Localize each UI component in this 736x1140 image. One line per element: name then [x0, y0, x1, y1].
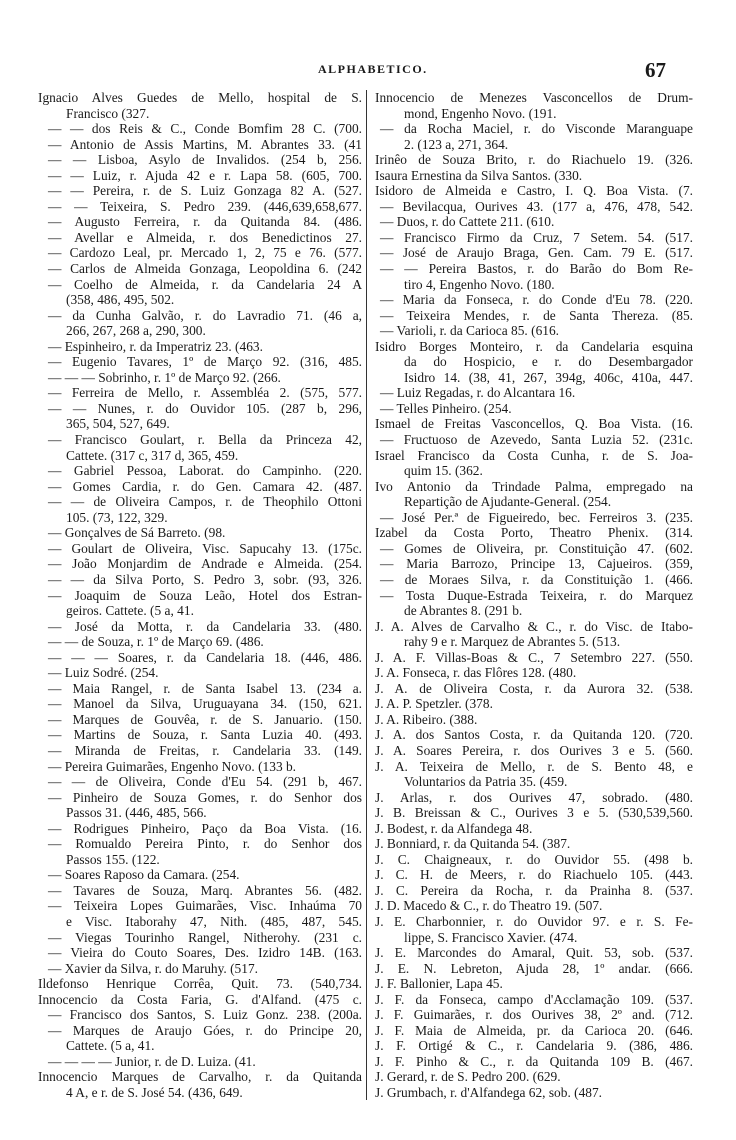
directory-entry-line: Isidro Borges Monteiro, r. da Candelaria esquina: [375, 338, 693, 354]
directory-entry-line: — — — — Junior, r. de D. Luiza. (41.: [48, 1053, 256, 1069]
directory-entry-line: — Telles Pinheiro. (254.: [380, 400, 512, 416]
directory-entry-line: — Gabriel Pessoa, Laborat. do Campinho. (220.: [48, 463, 362, 479]
directory-entry-line: — — de Oliveira Campos, r. de Theophilo Ottoni: [48, 494, 362, 510]
directory-entry-line: — — — Sobrinho, r. 1º de Março 92. (266.: [48, 369, 281, 385]
directory-entry-line: — Teixeira Lopes Guimarães, Visc. Inhaúma 70: [48, 898, 362, 914]
directory-entry-line: Innocencio de Menezes Vasconcellos de Drum-: [375, 90, 693, 105]
directory-entry-line: J. A. de Oliveira Costa, r. da Aurora 32. (538.: [375, 680, 693, 696]
directory-entry-line: — Pereira Guimarães, Engenho Novo. (133 b.: [48, 758, 297, 774]
directory-entry-line: J. A. P. Spetzler. (378.: [375, 696, 493, 712]
entry-continuation-line: de Abrantes 8. (291 b.: [404, 603, 523, 619]
directory-entry-line: — — — Soares, r. da Candelaria 18. (446, 486.: [48, 649, 362, 665]
directory-entry-line: — Miranda de Freitas, r. Candelaria 33. (149.: [48, 742, 362, 758]
directory-entry-line: — Eugenio Tavares, 1º de Março 92. (316, 485.: [48, 354, 362, 370]
directory-column-left: [0, 90, 364, 1101]
directory-entry-line: — Avellar e Almeida, r. dos Benedictinos 27.: [48, 229, 362, 245]
directory-entry-line: — Tosta Duque-Estrada Teixeira, r. do Marquez: [380, 587, 693, 603]
directory-entry-line: — Francisco dos Santos, S. Luiz Gonz. 238. (200a.: [48, 1007, 362, 1023]
directory-entry-line: — da Rocha Maciel, r. do Visconde Maranguape: [380, 121, 693, 137]
directory-entry-line: Ivo Antonio da Trindade Palma, empregado na: [375, 478, 693, 494]
directory-entry-line: — João Monjardim de Andrade e Almeida. (254.: [48, 556, 362, 572]
directory-entry-line: — Coelho de Almeida, r. da Candelaria 24 A: [48, 276, 362, 292]
directory-entry-line: — Rodrigues Pinheiro, Paço da Boa Vista. (16.: [48, 820, 362, 836]
directory-entry-line: — Teixeira Mendes, r. de Santa Thereza. (85.: [380, 307, 693, 323]
directory-entry-line: J. F. Ortigé & C., r. Candelaria 9. (386, 486.: [375, 1038, 693, 1054]
directory-entry-line: Isidoro de Almeida e Castro, I. Q. Boa Vista. (7.: [375, 183, 693, 199]
directory-entry-line: — Carlos de Almeida Gonzaga, Leopoldina 6. (242: [48, 261, 362, 277]
directory-entry-line: Isaura Ernestina da Silva Santos. (330.: [375, 167, 583, 183]
directory-entry-line: — — Nunes, r. do Ouvidor 105. (287 b, 296,: [48, 400, 362, 416]
entry-continuation-line: Isidro 14. (38, 41, 267, 394g, 406c, 410a, 447.: [404, 369, 693, 385]
entry-continuation-line: Passos 155. (122.: [66, 851, 160, 867]
entry-continuation-line: Francisco (327.: [66, 105, 150, 121]
directory-entry-line: — Maia Rangel, r. de Santa Isabel 13. (234 a.: [48, 680, 362, 696]
column-divider: [366, 90, 367, 1100]
directory-entry-line: J. A. Soares Pereira, r. dos Ourives 3 e 5. (560.: [375, 742, 693, 758]
entry-continuation-line: Cattete. (5 a, 41.: [66, 1038, 155, 1054]
entry-continuation-line: 266, 267, 268 a, 290, 300.: [66, 323, 206, 339]
running-title: ALPHABETICO.: [318, 62, 428, 76]
directory-entry-line: J. Grumbach, r. d'Alfandega 62, sob. (487.: [375, 1085, 603, 1100]
directory-entry-line: J. F. Guimarães, r. dos Ourives 38, 2º and. (712.: [375, 1007, 693, 1023]
directory-entry-line: J. A. Alves de Carvalho & C., r. do Visc. de Itabo-: [375, 618, 693, 634]
entry-continuation-line: da do Hospicio, e r. do Desembargador: [404, 354, 693, 370]
directory-entry-line: — José Per.ª de Figueiredo, bec. Ferreiros 3. (235.: [380, 509, 693, 525]
directory-entry-line: — Cardozo Leal, pr. Mercado 1, 2, 75 e 76. (577.: [48, 245, 362, 261]
directory-entry-line: — Gomes de Oliveira, pr. Constituição 47. (602.: [380, 540, 693, 556]
entry-continuation-line: quim 15. (362.: [404, 463, 483, 479]
directory-entry-line: J. A. Ribeiro. (388.: [375, 711, 478, 727]
entry-continuation-line: Cattete. (317 c, 317 d, 365, 459.: [66, 447, 239, 463]
directory-entry-line: J. C. Pereira da Rocha, r. da Prainha 8. (537.: [375, 882, 693, 898]
entry-continuation-line: 105. (73, 122, 329.: [66, 509, 168, 525]
directory-entry-line: J. Bodest, r. da Alfandega 48.: [375, 820, 533, 836]
directory-entry-line: — Manoel da Silva, Uruguayana 34. (150, 621.: [48, 696, 362, 712]
entry-continuation-line: geiros. Cattete. (5 a, 41.: [66, 603, 194, 619]
directory-entry-line: — Duos, r. do Cattete 211. (610.: [380, 214, 555, 230]
directory-entry-line: — Tavares de Souza, Marq. Abrantes 56. (482.: [48, 882, 362, 898]
directory-entry-line: J. F. Ballonier, Lapa 45.: [375, 976, 503, 992]
directory-entry-line: — Maria Barrozo, Principe 13, Cajueiros. (359,: [380, 556, 693, 572]
directory-entry-line: — da Cunha Galvão, r. do Lavradio 71. (46 a,: [48, 307, 362, 323]
entry-continuation-line: 2. (123 a, 271, 364.: [404, 136, 509, 152]
directory-entry-line: — Varioli, r. da Carioca 85. (616.: [380, 323, 559, 339]
directory-entry-line: Ignacio Alves Guedes de Mello, hospital de S.: [38, 90, 362, 105]
directory-entry-line: — Soares Raposo da Camara. (254.: [48, 867, 240, 883]
directory-entry-line: — Luiz Sodré. (254.: [48, 665, 159, 681]
directory-entry-line: J. F. Pinho & C., r. da Quitanda 109 B. (467.: [375, 1053, 693, 1069]
directory-entry-line: — Ferreira de Mello, r. Assembléa 2. (575, 577.: [48, 385, 362, 401]
directory-entry-line: — Pinheiro de Souza Gomes, r. do Senhor dos: [48, 789, 362, 805]
directory-entry-line: — — Luiz, r. Ajuda 42 e r. Lapa 58. (605, 700.: [48, 167, 362, 183]
directory-entry-line: — — Lisboa, Asylo de Invalidos. (254 b, 256.: [48, 152, 362, 168]
directory-entry-line: — de Moraes Silva, r. da Constituição 1. (466.: [380, 571, 693, 587]
directory-entry-line: — Luiz Regadas, r. do Alcantara 16.: [380, 385, 576, 401]
entry-continuation-line: Voluntarios da Patria 35. (459.: [404, 774, 568, 790]
directory-entry-line: J. A. dos Santos Costa, r. da Quitanda 120. (720.: [375, 727, 693, 743]
directory-entry-line: — Maria da Fonseca, r. do Conde d'Eu 78. (220.: [380, 292, 693, 308]
directory-entry-line: — — Pereira Bastos, r. do Barão do Bom Re-: [380, 261, 693, 277]
directory-entry-line: — Marques de Araujo Góes, r. do Principe 20,: [48, 1022, 362, 1038]
directory-entry-line: Israel Francisco da Costa Cunha, r. de S. Joa-: [375, 447, 693, 463]
directory-entry-line: — — Teixeira, S. Pedro 239. (446,639,658,677.: [48, 198, 362, 214]
page-number: 67: [645, 58, 666, 82]
directory-entry-line: Innocencio Marques de Carvalho, r. da Quitanda: [38, 1069, 362, 1085]
directory-entry-line: J. B. Breissan & C., Ourives 3 e 5. (530,539,560.: [375, 805, 693, 821]
entry-continuation-line: 4 A, e r. de S. José 54. (436, 649.: [66, 1085, 243, 1100]
directory-entry-line: — Gonçalves de Sá Barreto. (98.: [48, 525, 226, 541]
directory-entry-line: J. C. Chaigneaux, r. do Ouvidor 55. (498 b.: [375, 851, 693, 867]
directory-entry-line: J. F. Maia de Almeida, pr. da Carioca 20. (646.: [375, 1022, 693, 1038]
directory-entry-line: J. F. da Fonseca, campo d'Acclamação 109. (537.: [375, 991, 693, 1007]
directory-entry-line: — José de Araujo Braga, Gen. Cam. 79 E. (517.: [380, 245, 693, 261]
directory-entry-line: Ildefonso Henrique Corrêa, Quit. 73. (540,734.: [38, 976, 362, 992]
directory-entry-line: — Goulart de Oliveira, Visc. Sapucahy 13. (175c.: [48, 540, 362, 556]
entry-continuation-line: e Visc. Itaborahy 47, Nith. (485, 487, 545.: [66, 913, 362, 929]
directory-entry-line: — Augusto Ferreira, r. da Quitanda 84. (486.: [48, 214, 362, 230]
directory-entry-line: J. E. Charbonnier, r. do Ouvidor 97. e r. S. Fe-: [375, 913, 693, 929]
directory-entry-line: J. D. Macedo & C., r. do Theatro 19. (507.: [375, 898, 603, 914]
directory-entry-line: — Espinheiro, r. da Imperatriz 23. (463.: [48, 338, 263, 354]
directory-entry-line: J. C. H. de Meers, r. do Riachuelo 105. (443.: [375, 867, 693, 883]
directory-entry-line: J. Gerard, r. de S. Pedro 200. (629.: [375, 1069, 561, 1085]
directory-entry-line: — — de Souza, r. 1º de Março 69. (486.: [48, 634, 264, 650]
directory-entry-line: — Fructuoso de Azevedo, Santa Luzia 52. (231c.: [380, 432, 693, 448]
directory-column-right: [368, 90, 693, 1101]
directory-entry-line: — Romualdo Pereira Pinto, r. do Senhor dos: [48, 836, 362, 852]
directory-entry-line: J. Arlas, r. dos Ourives 47, sobrado. (480.: [375, 789, 693, 805]
directory-entry-line: — — da Silva Porto, S. Pedro 3, sobr. (93, 326.: [48, 571, 362, 587]
directory-entry-line: J. Bonniard, r. da Quitanda 54. (387.: [375, 836, 571, 852]
running-header: [0, 58, 736, 80]
directory-entry-line: — — dos Reis & C., Conde Bomfim 28 C. (700.: [48, 121, 362, 137]
directory-entry-line: Innocencio da Costa Faria, G. d'Alfand. (475 c.: [38, 991, 362, 1007]
entry-continuation-line: (358, 486, 495, 502.: [66, 292, 175, 308]
directory-entry-line: — Francisco Firmo da Cruz, 7 Setem. 54. (517.: [380, 229, 693, 245]
directory-entry-line: Ismael de Freitas Vasconcellos, Q. Boa Vista. (16.: [375, 416, 693, 432]
directory-entry-line: J. A. Teixeira de Mello, r. de S. Bento 48, e: [375, 758, 693, 774]
entry-continuation-line: lippe, S. Francisco Xavier. (474.: [404, 929, 578, 945]
directory-entry-line: Irinêo de Souza Brito, r. do Riachuelo 19. (326.: [375, 152, 693, 168]
directory-entry-line: J. A. F. Villas-Boas & C., 7 Setembro 227. (550.: [375, 649, 693, 665]
entry-continuation-line: 365, 504, 527, 649.: [66, 416, 170, 432]
entry-continuation-line: mond, Engenho Novo. (191.: [404, 105, 557, 121]
directory-entry-line: — Bevilacqua, Ourives 43. (177 a, 476, 478, 542.: [380, 198, 693, 214]
directory-entry-line: Izabel da Costa Porto, Theatro Phenix. (314.: [375, 525, 693, 541]
directory-entry-line: — Marques de Gouvêa, r. de S. Januario. (150.: [48, 711, 362, 727]
directory-entry-line: — — de Oliveira, Conde d'Eu 54. (291 b, 467.: [48, 774, 362, 790]
directory-entry-line: J. A. Fonseca, r. das Flôres 128. (480.: [375, 665, 577, 681]
directory-entry-line: — Vieira do Couto Soares, Des. Izidro 14B. (163.: [48, 945, 362, 961]
directory-entry-line: — Xavier da Silva, r. do Maruhy. (517.: [48, 960, 258, 976]
directory-entry-line: — Francisco Goulart, r. Bella da Princeza 42,: [48, 432, 362, 448]
entry-continuation-line: Repartição de Ajudante-General. (254.: [404, 494, 612, 510]
directory-entry-line: — Viegas Tourinho Rangel, Nitherohy. (231 c.: [48, 929, 362, 945]
directory-entry-line: — Martins de Souza, r. Santa Luzia 40. (493.: [48, 727, 362, 743]
entry-continuation-line: Passos 31. (446, 485, 566.: [66, 805, 207, 821]
directory-entry-line: — — Pereira, r. de S. Luiz Gonzaga 82 A. (527.: [48, 183, 362, 199]
entry-continuation-line: tiro 4, Engenho Novo. (180.: [404, 276, 555, 292]
directory-entry-line: — Antonio de Assis Martins, M. Abrantes 33. (41: [48, 136, 362, 152]
directory-entry-line: — José da Motta, r. da Candelaria 33. (480.: [48, 618, 362, 634]
directory-entry-line: J. E. Marcondes do Amaral, Quit. 53, sob. (537.: [375, 945, 693, 961]
entry-continuation-line: rahy 9 e r. Marquez de Abrantes 5. (513.: [404, 634, 621, 650]
directory-entry-line: — Gomes Cardia, r. do Gen. Camara 42. (487.: [48, 478, 362, 494]
directory-entry-line: J. E. N. Lebreton, Ajuda 28, 1º andar. (666.: [375, 960, 693, 976]
directory-entry-line: — Joaquim de Souza Leão, Hotel dos Estran-: [48, 587, 362, 603]
